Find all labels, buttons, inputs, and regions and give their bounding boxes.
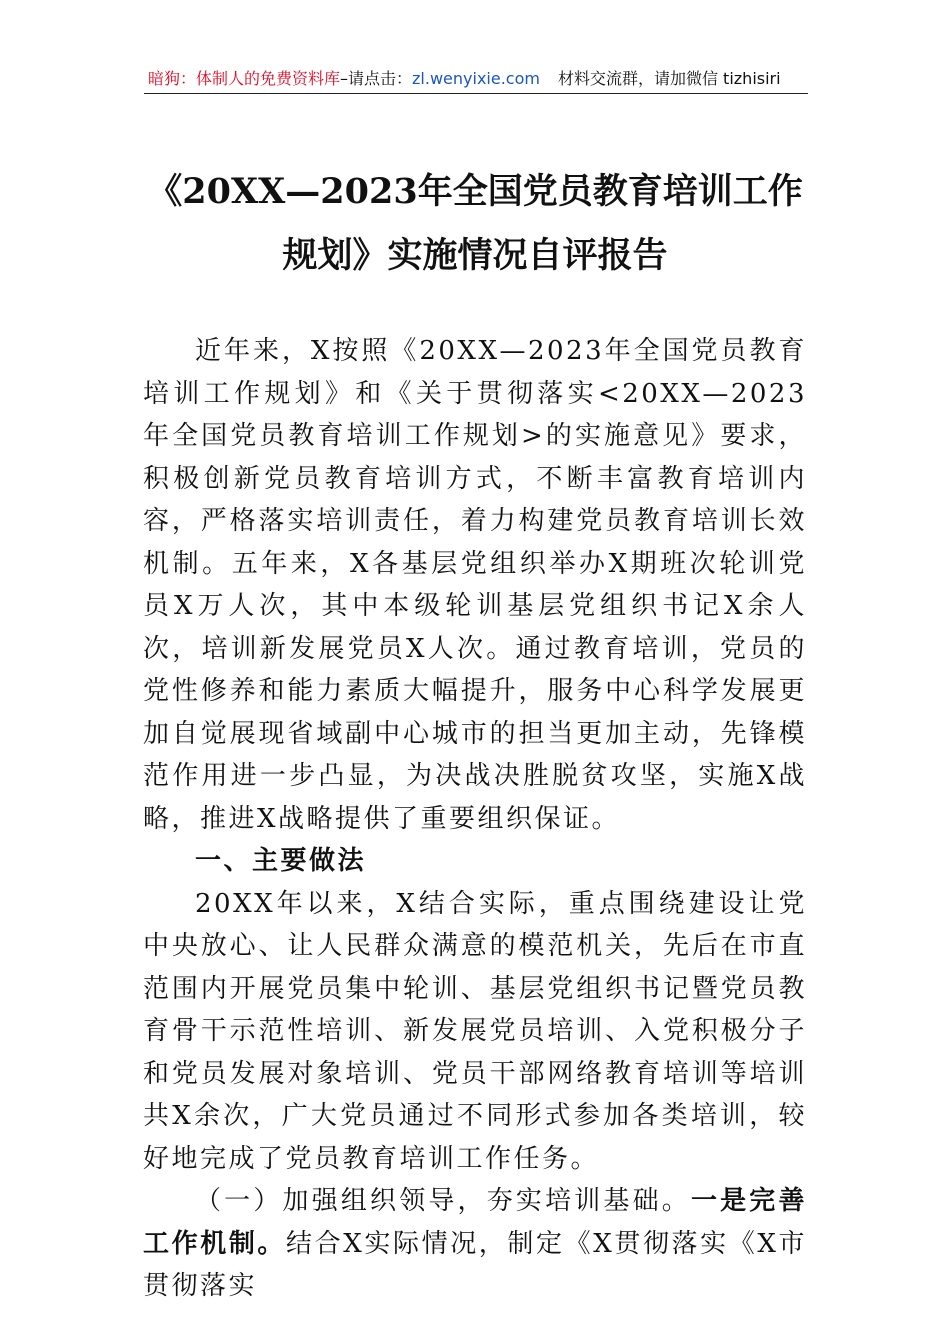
subsection-heading: （一）加强组织领导，夯实培训基础。 xyxy=(195,1186,691,1216)
header-click-prompt: –请点击： xyxy=(340,69,413,88)
section-heading-main-practices: 一、主要做法 xyxy=(195,846,367,876)
document-title: 《20XX—2023年全国党员教育培训工作规划》实施情况自评报告 xyxy=(147,171,803,276)
header-wechat-note: 材料交流群，请加微信 tizhisiri xyxy=(557,69,781,88)
paragraph-intro: 近年来，X按照《20XX—2023年全国党员教育培训工作规划》和《关于贯彻落实<20XX—2023年全国党员教育培训工作规划>的实施意见》要求，积极创新党员教育培训方式，不断丰富教育培训内容，严格落实培训责任，着力构建党员教育培训长效机制。五年来，X各基层党组织举办X期班次轮训党员X万人次，其中本级轮训基层党组织书记X余人次，培训新发展党员X人次。通过教育培训，党员的党性修养和能力素质大幅提升，服务中心科学发展更加自觉展现省域副中心城市的担当更加主动，先锋模范作用进一步凸显，为决战决胜脱贫攻坚，实施X战略，推进X战略提供了重要组织保证。 xyxy=(143,336,807,834)
paragraph-overview: 20XX年以来，X结合实际，重点围绕建设让党中央放心、让人民群众满意的模范机关，先后在市直范围内开展党员集中轮训、基层党组织书记暨党员教育骨干示范性培训、新发展党员培训、入党积极分子和党员发展对象培训、党员干部网络教育培训等培训共X余次，广大党员通过不同形式参加各类培训，较好地完成了党员教育培训工作任务。 xyxy=(143,888,807,1174)
header-link[interactable]: zl.wenyixie.com xyxy=(412,69,540,88)
bold-lead: 一是完善工作机制。 xyxy=(143,1186,807,1259)
paragraph-section-one xyxy=(143,1180,807,1308)
paragraph-continuation: 结合X实际情况，制定《X贯彻落实《X市贯彻落实 xyxy=(143,1228,807,1301)
header-divider xyxy=(144,93,808,94)
header-site-name: 暗狗：体制人的免费资料库 xyxy=(148,69,341,88)
header-banner xyxy=(148,66,808,89)
document-body xyxy=(143,330,807,1308)
